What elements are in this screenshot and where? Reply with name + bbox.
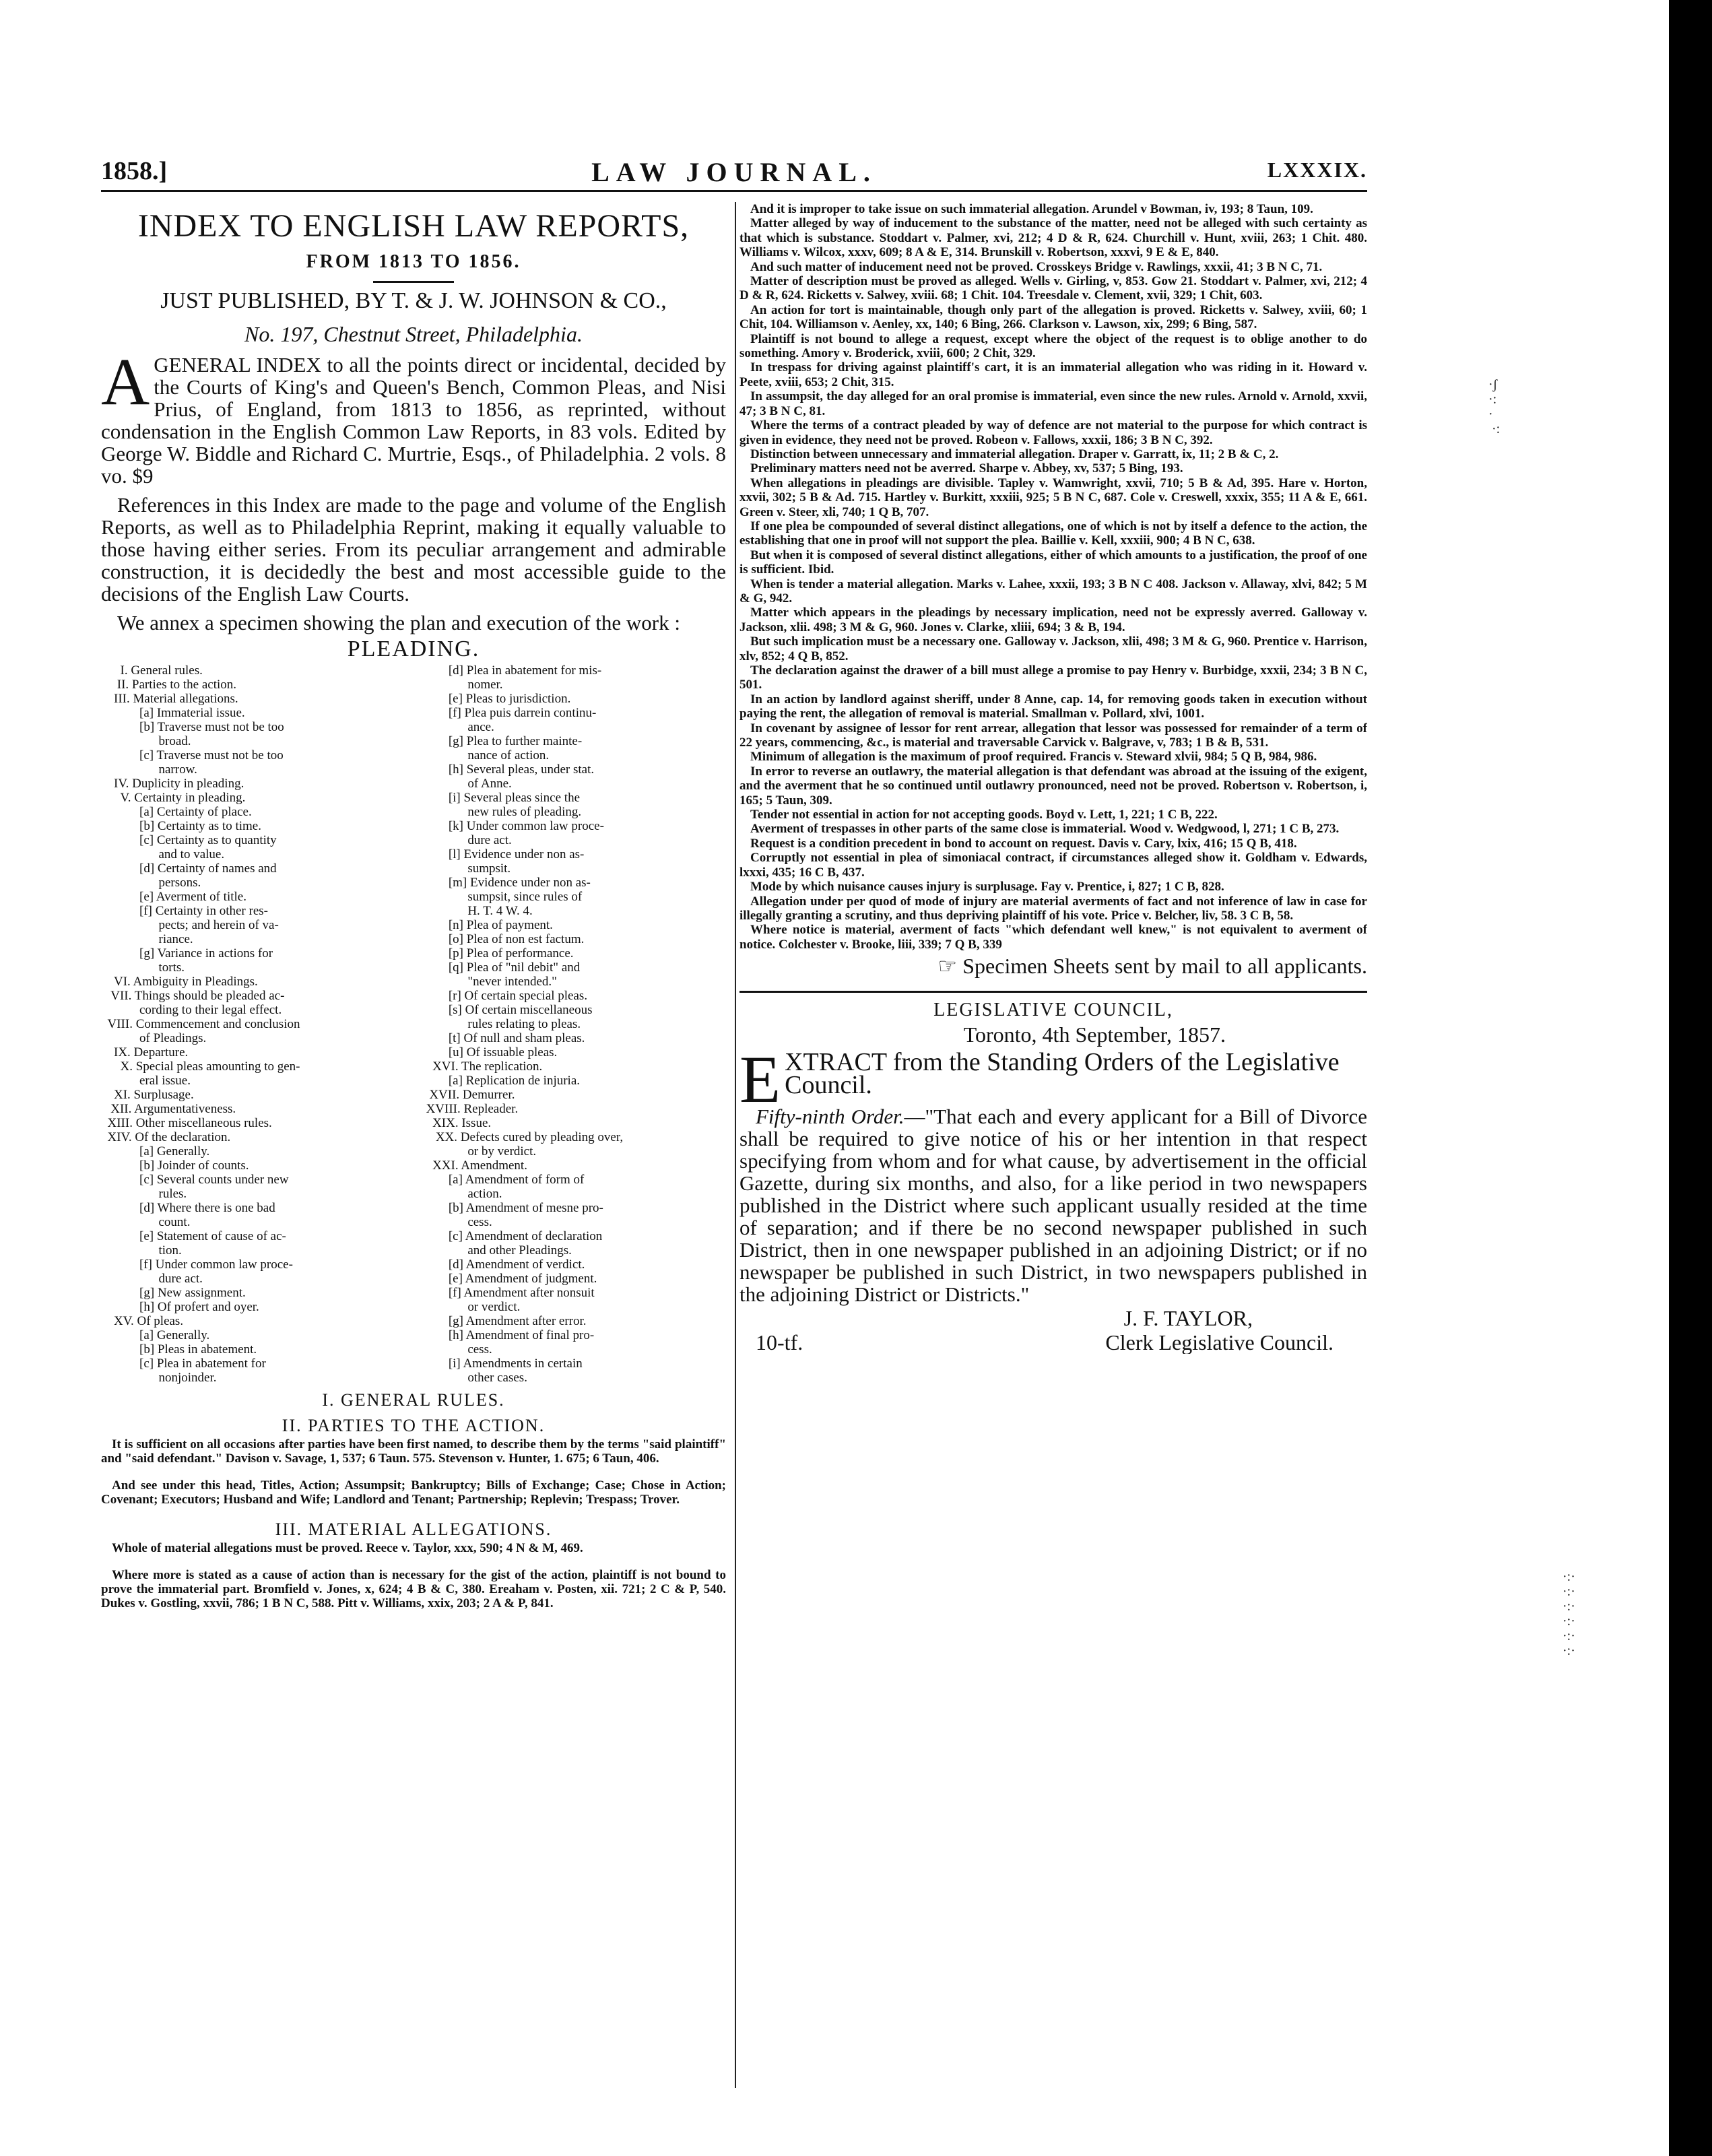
header-page-number: LXXXIX. <box>1267 158 1367 182</box>
drop-cap: E <box>739 1042 781 1117</box>
outline-item: [a] Immaterial issue. <box>101 706 245 720</box>
outline-item: "never intended." <box>426 975 557 989</box>
header-title: LAW JOURNAL. <box>591 157 877 187</box>
index-title: INDEX TO ENGLISH LAW REPORTS, <box>137 208 690 244</box>
outline-item: eral issue. <box>101 1074 191 1088</box>
outline-item: [b] Traverse must not be too <box>101 720 284 734</box>
outline-item: XV. Of pleas. <box>101 1314 184 1328</box>
extract-body <box>739 1105 1367 1305</box>
outline-item: [a] Amendment of form of <box>426 1173 585 1187</box>
outline-item: persons. <box>101 876 201 890</box>
outline-item: [e] Pleas to jurisdiction. <box>426 692 571 706</box>
signature-row <box>739 1331 1367 1354</box>
outline-item: [a] Generally. <box>101 1144 210 1158</box>
outline-item: XIII. Other miscellaneous rules. <box>101 1116 272 1130</box>
index-annex-paragraph: We annex a specimen showing the plan and execution of the work : <box>117 611 680 634</box>
outline-item: [e] Statement of cause of ac- <box>101 1229 286 1243</box>
section-rule <box>739 991 1367 993</box>
outline-item: [a] Generally. <box>101 1328 210 1342</box>
outline-item: [g] Plea to further mainte- <box>426 734 583 748</box>
left-column <box>101 202 726 2088</box>
case-paragraph: Corruptly not essential in plea of simoniacal contract, if circumstances alleged show it. Goldham v. Edwards, lxxxi, 435; 16 C B, 437. <box>739 851 1367 880</box>
outline-item: nonjoinder. <box>101 1371 217 1385</box>
outline-item: torts. <box>101 960 185 975</box>
case-paragraph: Whole of material allegations must be proved. Reece v. Taylor, xxx, 590; 4 N & M, 469. <box>112 1541 583 1555</box>
outline-item: [r] Of certain special pleas. <box>426 989 588 1003</box>
outline-item: VII. Things should be pleaded ac- <box>101 989 285 1003</box>
outline-item: broad. <box>101 734 191 748</box>
scan-edge-mark: ·:· ·:· ·:· ·:· ·:· ·:· <box>1562 1569 1575 1658</box>
case-paragraph: Where notice is material, averment of facts "which defendant well knew," is not equivalent to averment of notice. Colchester v. Brooke, liii, 339; 7 Q B, 339 <box>739 923 1367 952</box>
outline-item: [a] Replication de injuria. <box>426 1074 581 1088</box>
outline-item: rules relating to pleas. <box>426 1017 581 1031</box>
outline-item: XIX. Issue. <box>426 1116 492 1130</box>
outline-item: V. Certainty in pleading. <box>101 791 246 805</box>
section-heading: III. MATERIAL ALLEGATIONS. <box>275 1520 552 1539</box>
outline-item: and to value. <box>101 847 225 861</box>
outline-item: XVII. Demurrer. <box>426 1088 515 1102</box>
outline-item: narrow. <box>101 762 197 777</box>
outline-item: XX. Defects cured by pleading over, <box>426 1130 624 1144</box>
outline-item: [h] Several pleas, under stat. <box>426 762 595 777</box>
legislative-date: Toronto, 4th September, 1857. <box>963 1022 1226 1047</box>
outline-item: [c] Plea in abatement for <box>101 1357 266 1371</box>
case-paragraph: If one plea be compounded of several distinct allegations, one of which is not by itself a defence to the action, the establishing that one in proof will not support the plea. Baillie v. Kell, xxxiii, 900; 4 B N C, 638. <box>739 519 1367 548</box>
outline-item: dure act. <box>426 833 512 847</box>
header-year: 1858.] <box>101 157 168 185</box>
legislative-heading: LEGISLATIVE COUNCIL, <box>933 1000 1173 1021</box>
outline-item: XI. Surplusage. <box>101 1088 194 1102</box>
outline-item: cess. <box>426 1342 492 1357</box>
outline-item: tion. <box>101 1243 182 1257</box>
outline-item: I. General rules. <box>101 663 203 678</box>
outline-item: [c] Amendment of declaration <box>426 1229 603 1243</box>
case-paragraph: Averment of trespasses in other parts of the same close is immaterial. Wood v. Wedgwood, l, 271; 1 C B, 273. <box>750 822 1340 837</box>
case-paragraph: But such implication must be a necessary one. Galloway v. Jackson, xlii, 498; 3 M & G, 960. Prentice v. Harrison, xlv, 852; 4 Q B, 852. <box>739 634 1367 663</box>
outline-item: [n] Plea of payment. <box>426 918 553 932</box>
case-paragraph: It is sufficient on all occasions after parties have been first named, to describe them by the terms "said plaintiff" and "said defendant." Davison v. Savage, 1, 537; 6 Taun. 575. Stevenson v. Hunter, 1. 675; 6 Taun, 406. <box>101 1437 726 1466</box>
outline-item: VIII. Commencement and conclusion <box>101 1017 300 1031</box>
outline-item: nomer. <box>426 678 503 692</box>
outline-item: [d] Certainty of names and <box>101 861 277 876</box>
outline-item: [q] Plea of "nil debit" and <box>426 960 581 975</box>
section-heading: II. PARTIES TO THE ACTION. <box>282 1416 546 1435</box>
outline-item: [b] Amendment of mesne pro- <box>426 1201 603 1215</box>
outline-item: XII. Argumentativeness. <box>101 1102 236 1116</box>
case-paragraph: And see under this head, Titles, Action; Assumpsit; Bankruptcy; Bills of Exchange; Case; Chose in Action; Covenant; Executors; Husband and Wife; Landlord and Tenant; Partnership; Replevin; Trespass; Trover. <box>101 1478 726 1507</box>
index-address: No. 197, Chestnut Street, Philadelphia. <box>244 322 583 346</box>
outline-item: [c] Traverse must not be too <box>101 748 284 762</box>
index-subtitle: FROM 1813 TO 1856. <box>306 251 521 272</box>
signatory-title: Clerk Legislative Council. <box>1105 1331 1334 1354</box>
outline-item: [p] Plea of performance. <box>426 946 574 960</box>
outline-item: [d] Plea in abatement for mis- <box>426 663 602 678</box>
outline-left-column <box>101 663 401 1385</box>
outline-item: and other Pleadings. <box>426 1243 572 1257</box>
outline-item: III. Material allegations. <box>101 692 238 706</box>
case-paragraph: Minimum of allegation is the maximum of proof required. Francis v. Steward xlvii, 984; 5 Q B, 984, 986. <box>750 750 1317 764</box>
case-paragraph: An action for tort is maintainable, though only part of the allegation is proved. Ricketts v. Salwey, xviii, 60; 1 Chit, 104. Williamson v. Aenley, xx, 140; 6 Bing, 266. Clarkson v. Lawson, xix, 299; 6 Bing, 587. <box>739 302 1367 332</box>
case-paragraph: In an action by landlord against sheriff, under 8 Anne, cap. 14, for removing goods taken in execution without paying the rent, the allegation of removal is material. Smallman v. Pollard, xlvi, 1001. <box>739 692 1367 721</box>
case-paragraph: In error to reverse an outlawry, the material allegation is that defendant was abroad at the issuing of the exigent, and the averment that he so continued until outlawry pronounced, need not be proved. Robertson v. Robertson, i, 165; 5 Taun, 309. <box>739 764 1367 808</box>
index-references-paragraph: References in this Index are made to the page and volume of the English Reports, as well as to Philadelphia Reprint, making it equally valuable to those having either series. From its peculiar arrangement and admirable construction, it is decidedly the best and most accessible guide to the decisions of the English Law Courts. <box>101 493 726 606</box>
outline-item: nance of action. <box>426 748 550 762</box>
outline-item: [h] Of profert and oyer. <box>101 1300 259 1314</box>
index-intro-paragraph <box>101 344 726 488</box>
outline-item: sumpsit. <box>426 861 511 876</box>
case-paragraph: When is tender a material allegation. Marks v. Lahee, xxxii, 193; 3 B N C 408. Jackson v. Allaway, xlvi, 842; 5 M & G, 942. <box>739 577 1367 606</box>
outline-item: sumpsit, since rules of <box>426 890 583 904</box>
outline-item: [b] Certainty as to time. <box>101 819 261 833</box>
outline-item: IV. Duplicity in pleading. <box>101 777 244 791</box>
outline-item: cording to their legal effect. <box>101 1003 282 1017</box>
outline-item: ance. <box>426 720 494 734</box>
outline-item: [t] Of null and sham pleas. <box>426 1031 585 1045</box>
case-paragraph: Where more is stated as a cause of action than is necessary for the gist of the action, plaintiff is not bound to prove the immaterial part. Bromfield v. Jones, x, 624; 4 B & C, 380. Ereaham v. Posten, xii. 721; 2 C & P, 540. Dukes v. Gostling, xxvii, 786; 1 B N C, 588. Pitt v. Williams, xxix, 203; 2 A & P, 841. <box>101 1568 726 1610</box>
outline-item: XIV. Of the declaration. <box>101 1130 231 1144</box>
outline-item: [f] Under common law proce- <box>101 1257 293 1272</box>
case-paragraph: Mode by which nuisance causes injury is surplusage. Fay v. Prentice, i, 827; 1 C B, 828. <box>750 880 1224 894</box>
pleading-heading: PLEADING. <box>347 636 480 661</box>
outline-item: [k] Under common law proce- <box>426 819 604 833</box>
case-paragraph: Matter of description must be proved as alleged. Wells v. Girling, v, 853. Gow 21. Stoddart v. Palmer, xvi, 212; 4 D & R, 624. Ricketts v. Salwey, xviii. 68; 1 Chit. 104. Treesdale v. Clement, xvii, 329; 1 Chit, 603. <box>739 274 1367 303</box>
outline-item: [b] Joinder of counts. <box>101 1158 249 1173</box>
extract-heading: XTRACT from the Standing Orders of the Legislative Council. <box>785 1048 1340 1100</box>
case-paragraph: Plaintiff is not bound to allege a request, except where the object of the request is to oblige another to do something. Amory v. Broderick, xviii, 600; 2 Chit, 329. <box>739 331 1367 361</box>
outline-item: cess. <box>426 1215 492 1229</box>
outline-item: new rules of pleading. <box>426 805 582 819</box>
page-header <box>101 156 1367 192</box>
signatory-name: J. F. TAYLOR, <box>1123 1307 1253 1330</box>
case-paragraph: Tender not essential in action for not accepting goods. Boyd v. Lett, 1, 221; 1 C B, 222. <box>750 808 1218 822</box>
scan-edge-mark: ·ʃ ·: · ·: <box>1488 377 1501 436</box>
case-paragraph: When allegations in pleadings are divisible. Tapley v. Wamwright, xxvii, 710; 5 B & Ad, 395. Hare v. Horton, xxvii, 302; 5 B & Ad. 715. Hartley v. Burkitt, xxxiii, 925; 5 B N C, 687. Cole v. Creswell, xxxix, 355; 11 A & E, 661. Green v. Steer, xli, 740; 1 Q B, 707. <box>739 476 1367 519</box>
notice-code: 10-tf. <box>756 1331 803 1354</box>
outline-item: of Pleadings. <box>101 1031 207 1045</box>
case-paragraph: In assumpsit, the day alleged for an oral promise is immaterial, even since the new rules. Arnold v. Arnold, xxvii, 47; 3 B N C, 81. <box>739 389 1367 418</box>
outline-item: H. T. 4 W. 4. <box>426 904 533 918</box>
outline-item: [i] Several pleas since the <box>426 791 581 805</box>
case-paragraph: Matter which appears in the pleadings by necessary implication, need not be expressly averred. Galloway v. Jackson, xlii. 498; 3 M & G, 960. Jones v. Clarke, xliii, 694; 3 & B, 194. <box>739 606 1367 634</box>
outline-item: rules. <box>101 1187 187 1201</box>
outline-item: [b] Pleas in abatement. <box>101 1342 257 1357</box>
outline-item: [e] Averment of title. <box>101 890 246 904</box>
outline-item: pects; and herein of va- <box>101 918 279 932</box>
outline-item: [e] Amendment of judgment. <box>426 1272 597 1286</box>
case-paragraph: And such matter of inducement need not be proved. Crosskeys Bridge v. Rawlings, xxxii, 41; 3 B N C, 71. <box>750 259 1323 274</box>
order-text: —"That each and every applicant for a Bill of Divorce shall be required to give notice of his or her intention in that respect specifying from whom and for what cause, by advertisement in the official Gazette, during six months, and also, for a like period in two newspapers published in the District where such applicant usually resided at the time of separation; and if there be no second newspaper published in such District, then in one newspaper published in an adjoining District; or if no newspaper be published in such District, in two newspapers published in the adjoining District or Districts." <box>739 1105 1367 1307</box>
outline-item: [a] Certainty of place. <box>101 805 252 819</box>
case-paragraph: Allegation under per quod of mode of injury are material averments of fact and not inference of law in case for illegally granting a scrutiny, and thus depriving plaintiff of his vote. Price v. Belcher, liv, 58. 3 C B, 58. <box>739 894 1367 923</box>
outline-item: [s] Of certain miscellaneous <box>426 1003 593 1017</box>
outline-item: XVI. The replication. <box>426 1059 543 1074</box>
outline-item: count. <box>101 1215 191 1229</box>
outline-item: or by verdict. <box>426 1144 537 1158</box>
outline-item: X. Special pleas amounting to gen- <box>101 1059 300 1074</box>
outline-item: IX. Departure. <box>101 1045 189 1059</box>
outline-right-column <box>426 663 726 1385</box>
case-paragraph: In trespass for driving against plaintiff's cart, it is an immaterial allegation who was riding in it. Howard v. Peete, xviii, 653; 2 Chit, 315. <box>739 360 1367 389</box>
case-paragraph: Matter alleged by way of inducement to the substance of the matter, need not be alleged with such certainty as that which is substance. Stoddart v. Palmer, xvi, 212; 4 D & R, 624. Churchill v. Hunt, xviii, 263; 1 Chit. 480. Williams v. Wilcox, xxxv, 609; 8 A & E, 314. Brunskill v. Robertson, xxxvi, 9 E & E, 840. <box>739 216 1367 260</box>
case-paragraph: Where the terms of a contract pleaded by way of defence are not material to the purpose for which contract is given in evidence, they need not be proved. Robeon v. Fallows, xxxii, 186; 3 B N C, 392. <box>739 418 1367 447</box>
outline-item: dure act. <box>101 1272 203 1286</box>
outline-item: [u] Of issuable pleas. <box>426 1045 558 1059</box>
outline-item: [d] Amendment of verdict. <box>426 1257 585 1272</box>
outline-item: action. <box>426 1187 502 1201</box>
order-label: Fifty-ninth Order. <box>756 1105 904 1129</box>
case-list <box>739 202 1367 952</box>
outline-item: [i] Amendments in certain <box>426 1357 583 1371</box>
right-column <box>739 202 1367 2088</box>
outline-item: [f] Amendment after nonsuit <box>426 1286 595 1300</box>
pleading-outline <box>101 663 726 1385</box>
case-paragraph: But when it is composed of several distinct allegations, either of which amounts to a justification, the proof of one is sufficient. Ibid. <box>739 548 1367 577</box>
outline-item: riance. <box>101 932 193 946</box>
outline-item: [g] New assignment. <box>101 1286 246 1300</box>
outline-item: [c] Several counts under new <box>101 1173 289 1187</box>
case-paragraph: Request is a condition precedent in bond to account on request. Davis v. Cary, lxix, 416; 15 Q B, 418. <box>750 836 1297 851</box>
outline-item: [g] Variance in actions for <box>101 946 273 960</box>
specimen-note: ☞ Specimen Sheets sent by mail to all applicants. <box>937 954 1367 979</box>
outline-item: [f] Certainty in other res- <box>101 904 268 918</box>
outline-item: other cases. <box>426 1371 527 1385</box>
case-paragraph: Preliminary matters need not be averred. Sharpe v. Abbey, xv, 537; 5 Bing, 193. <box>750 461 1183 476</box>
outline-item: [h] Amendment of final pro- <box>426 1328 595 1342</box>
outline-item: [o] Plea of non est factum. <box>426 932 585 946</box>
drop-cap: A <box>101 344 150 419</box>
case-paragraph: Distinction between unnecessary and immaterial allegation. Draper v. Garratt, ix, 11; 2 B & C, 2. <box>750 447 1279 461</box>
case-paragraph: The declaration against the drawer of a bill must allege a promise to pay Henry v. Burbidge, xxxii, 234; 3 B N C, 501. <box>739 663 1367 692</box>
outline-item: or verdict. <box>426 1300 521 1314</box>
outline-item: [d] Where there is one bad <box>101 1201 275 1215</box>
outline-item: [g] Amendment after error. <box>426 1314 587 1328</box>
outline-item: [l] Evidence under non as- <box>426 847 585 861</box>
column-divider <box>735 202 736 2088</box>
case-paragraph: And it is improper to take issue on such immaterial allegation. Arundel v Bowman, iv, 193; 8 Taun, 109. <box>750 202 1313 216</box>
outline-item: of Anne. <box>426 777 512 791</box>
outline-item: [m] Evidence under non as- <box>426 876 591 890</box>
index-intro-text: GENERAL INDEX to all the points direct or incidental, decided by the Courts of King's and Queen's Bench, Common Pleas, and Nisi Prius, of England, from 1813 to 1856, as reprinted, without condensation in the English Common Law Reports, in 83 vols. Edited by George W. Biddle and Richard C. Murtrie, Esqs., of Philadelphia. 2 vols. 8 vo. $9 <box>101 353 726 488</box>
case-paragraph: In covenant by assignee of lessor for rent arrear, allegation that lessor was possessed for remainder of a term of 22 years, commencing, &c., is material and traversable Carvick v. Balgrave, v, 783; 1 B & B, 531. <box>739 721 1367 750</box>
index-publisher: JUST PUBLISHED, BY T. & J. W. JOHNSON & CO., <box>160 288 667 313</box>
outline-item: II. Parties to the action. <box>101 678 237 692</box>
outline-item: XXI. Amendment. <box>426 1158 527 1173</box>
outline-item: XVIII. Repleader. <box>426 1102 519 1116</box>
outline-item: [f] Plea puis darrein continu- <box>426 706 597 720</box>
outline-item: VI. Ambiguity in Pleadings. <box>101 975 258 989</box>
short-rule <box>373 281 454 283</box>
section-heading: I. GENERAL RULES. <box>322 1390 505 1410</box>
outline-item: [c] Certainty as to quantity <box>101 833 277 847</box>
signature-row <box>739 1307 1367 1330</box>
